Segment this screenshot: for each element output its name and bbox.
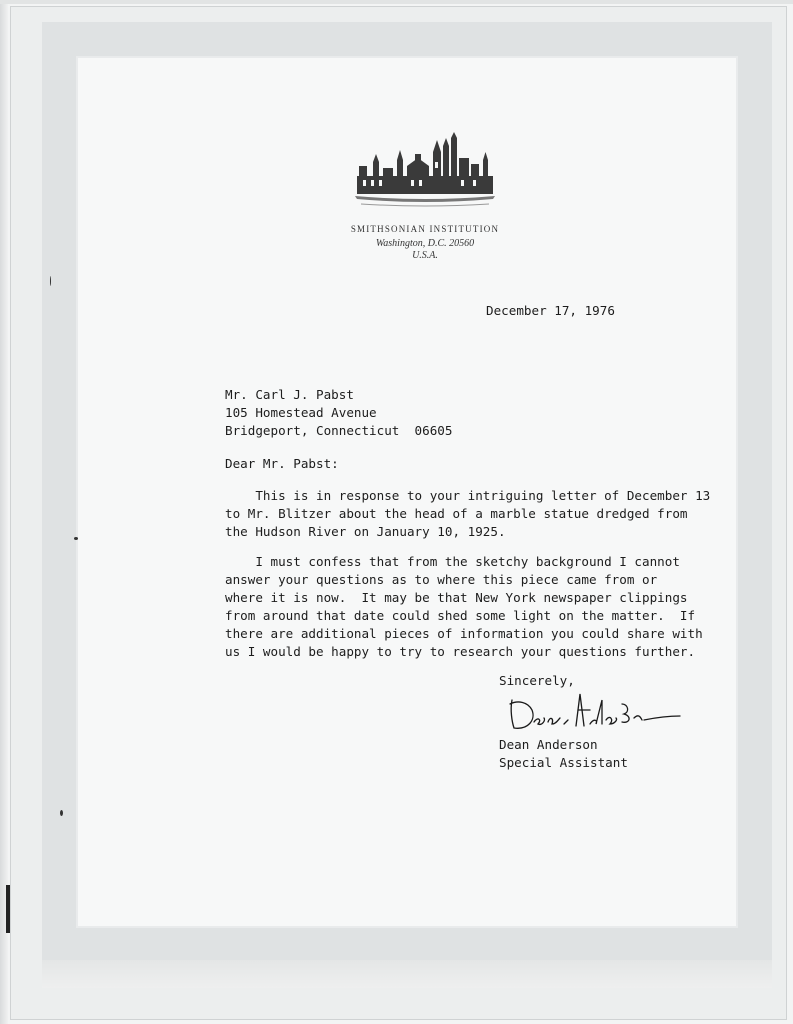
recipient-street: 105 Homestead Avenue	[225, 405, 377, 420]
handwritten-signature	[498, 690, 688, 736]
recipient-address	[225, 386, 452, 440]
speck	[74, 537, 78, 540]
closing: Sincerely,	[499, 673, 575, 688]
letterhead	[300, 132, 550, 261]
paragraph-line: from around that date could shed some light on the matter. If	[225, 608, 696, 623]
recipient-city: Bridgeport, Connecticut 06605	[225, 423, 453, 438]
institution-city: Washington, D.C. 20560	[375, 238, 475, 249]
signer-name: Dean Anderson	[499, 737, 598, 752]
signer-title: Special Assistant	[499, 755, 628, 770]
paragraph-line: the Hudson River on January 10, 1925.	[225, 524, 506, 539]
institution-name: SMITHSONIAN INSTITUTION	[350, 224, 500, 234]
institution-country: U.S.A.	[412, 250, 438, 261]
paragraph-line: answer your questions as to where this piece came from or	[225, 572, 658, 587]
scan-bottom-shade	[42, 960, 772, 988]
paragraph-line: us I would be happy to try to research your questions further.	[225, 644, 696, 659]
recipient-name: Mr. Carl J. Pabst	[225, 387, 354, 402]
paragraph-2	[225, 553, 703, 661]
speck	[60, 810, 63, 816]
speck	[50, 276, 51, 286]
scan-left-edge	[0, 0, 8, 1024]
scan-top-edge	[0, 0, 793, 4]
letter-date: December 17, 1976	[486, 303, 615, 318]
signer-block	[499, 736, 628, 772]
salutation: Dear Mr. Pabst:	[225, 456, 339, 471]
smithsonian-castle-icon	[355, 132, 495, 210]
paragraph-line: there are additional pieces of information you could share with	[225, 626, 703, 641]
paragraph-line: I must confess that from the sketchy background I cannot	[225, 554, 680, 569]
paragraph-1	[225, 487, 710, 541]
paragraph-line: where it is now. It may be that New York newspaper clippings	[225, 590, 688, 605]
paragraph-line: This is in response to your intriguing letter of December 13	[225, 488, 711, 503]
scan-edge-mark	[6, 885, 10, 933]
paragraph-line: to Mr. Blitzer about the head of a marble statue dredged from	[225, 506, 688, 521]
